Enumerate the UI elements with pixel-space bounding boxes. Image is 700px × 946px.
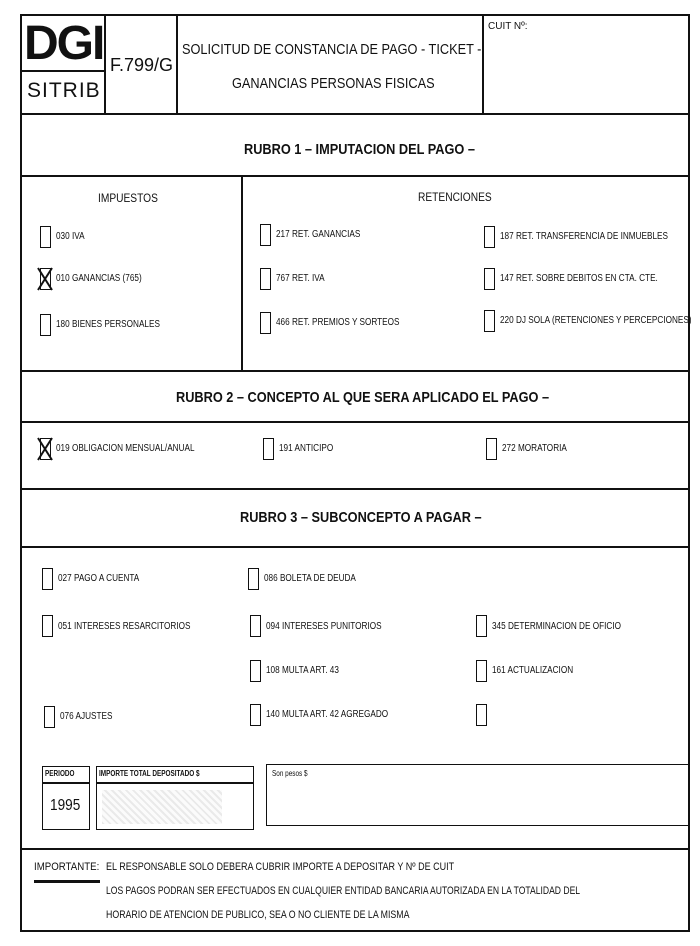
son-pesos-field[interactable] [290,782,680,822]
checkbox-checked-mark [36,436,54,462]
label-051-intereses-resarcitorios: 051 INTERESES RESARCITORIOS [58,621,191,632]
label-027-pago-a-cuenta: 027 PAGO A CUENTA [58,573,140,584]
header-bottom-rule [20,113,690,115]
periodo-label-rule [42,782,90,784]
checkbox-191-anticipo[interactable] [263,438,274,460]
form-title-line1: SOLICITUD DE CONSTANCIA DE PAGO - TICKET - [182,41,482,58]
logo-rule [22,70,104,72]
label-767-ret-iva: 767 RET. IVA [276,273,325,284]
label-030-iva: 030 IVA [56,231,85,242]
rubro1-title-rule [20,175,690,177]
label-272-moratoria: 272 MORATORIA [502,443,567,454]
label-180-bienes-personales: 180 BIENES PERSONALES [56,319,160,330]
footer-line-2: LOS PAGOS PODRAN SER EFECTUADOS EN CUALQUIER ENTIDAD BANCARIA AUTORIZADA EN LA TOTALIDAD DEL [106,885,581,897]
checkbox-767-ret-iva[interactable] [260,268,271,290]
checkbox-161-actualizacion[interactable] [476,660,487,682]
footer-line-1: EL RESPONSABLE SOLO DEBERA CUBRIR IMPORTE A DEPOSITAR Y Nº DE CUIT [106,861,455,873]
header-divider-3 [482,14,484,114]
header-divider-2 [176,14,178,114]
checkbox-180-bienes-personales[interactable] [40,314,51,336]
checkbox-466-ret-premios[interactable] [260,312,271,334]
rubro3-title-rule [20,546,690,548]
sitrib-logo: SITRIB [27,79,101,102]
impuestos-header: IMPUESTOS [98,191,158,205]
checkbox-345-determinacion-de-oficio[interactable] [476,615,487,637]
checkbox-217-ret-ganancias[interactable] [260,224,271,246]
rubro1-bottom-rule [20,370,690,372]
label-220-dj-sola: 220 DJ SOLA (RETENCIONES Y PERCEPCIONES) [500,315,692,326]
checkbox-checked-mark [36,266,54,292]
importante-underline [34,880,100,883]
importe-label-rule [96,782,254,784]
son-pesos-label: Son pesos $ [272,769,308,778]
header-divider-1 [104,14,106,114]
label-108-multa-art-43: 108 MULTA ART. 43 [266,665,339,676]
checkbox-blank[interactable] [476,704,487,726]
label-191-anticipo: 191 ANTICIPO [279,443,334,454]
checkbox-027-pago-a-cuenta[interactable] [42,568,53,590]
checkbox-094-intereses-punitorios[interactable] [250,615,261,637]
label-076-ajustes: 076 AJUSTES [60,711,113,722]
form-code: F.799/G [110,55,174,75]
checkbox-086-boleta-de-deuda[interactable] [248,568,259,590]
checkbox-140-multa-art-42[interactable] [250,704,261,726]
periodo-label: PERIODO [45,769,75,778]
label-147-ret-debitos: 147 RET. SOBRE DEBITOS EN CTA. CTE. [500,273,658,284]
label-010-ganancias: 010 GANANCIAS (765) [56,273,142,284]
periodo-value[interactable]: 1995 [50,797,81,814]
rubro2-bottom-rule [20,488,690,490]
rubro1-column-divider [241,175,243,371]
checkbox-076-ajustes[interactable] [44,706,55,728]
checkbox-108-multa-art-43[interactable] [250,660,261,682]
importante-label: IMPORTANTE: [34,861,100,873]
label-086-boleta-de-deuda: 086 BOLETA DE DEUDA [264,573,356,584]
rubro2-title-rule [20,421,690,423]
rubro3-title: RUBRO 3 – SUBCONCEPTO A PAGAR – [240,509,482,526]
checkbox-030-iva[interactable] [40,226,51,248]
label-466-ret-premios: 466 RET. PREMIOS Y SORTEOS [276,317,400,328]
label-217-ret-ganancias: 217 RET. GANANCIAS [276,229,361,240]
importe-label: IMPORTE TOTAL DEPOSITADO $ [99,769,200,778]
label-187-ret-transferencia: 187 RET. TRANSFERENCIA DE INMUEBLES [500,231,668,242]
label-161-actualizacion: 161 ACTUALIZACION [492,665,574,676]
footer-line-3: HORARIO DE ATENCION DE PUBLICO, SEA O NO CLIENTE DE LA MISMA [106,909,410,921]
retenciones-header: RETENCIONES [418,190,492,204]
importe-value-field[interactable] [102,790,222,824]
label-019-obligacion: 019 OBLIGACION MENSUAL/ANUAL [56,443,195,454]
rubro2-title: RUBRO 2 – CONCEPTO AL QUE SERA APLICADO EL PAGO – [176,389,550,406]
label-094-intereses-punitorios: 094 INTERESES PUNITORIOS [266,621,382,632]
dgi-logo: DGI [24,17,104,70]
checkbox-272-moratoria[interactable] [486,438,497,460]
form-title-line2: GANANCIAS PERSONAS FISICAS [232,75,435,92]
footer-top-rule [20,848,690,850]
checkbox-051-intereses-resarcitorios[interactable] [42,615,53,637]
label-140-multa-art-42: 140 MULTA ART. 42 AGREGADO [266,709,389,720]
checkbox-220-dj-sola[interactable] [484,310,495,332]
rubro1-title: RUBRO 1 – IMPUTACION DEL PAGO – [244,141,475,158]
cuit-label: CUIT Nº: [488,21,528,32]
checkbox-187-ret-transferencia[interactable] [484,226,495,248]
label-345-determinacion-de-oficio: 345 DETERMINACION DE OFICIO [492,621,621,632]
checkbox-147-ret-debitos[interactable] [484,268,495,290]
